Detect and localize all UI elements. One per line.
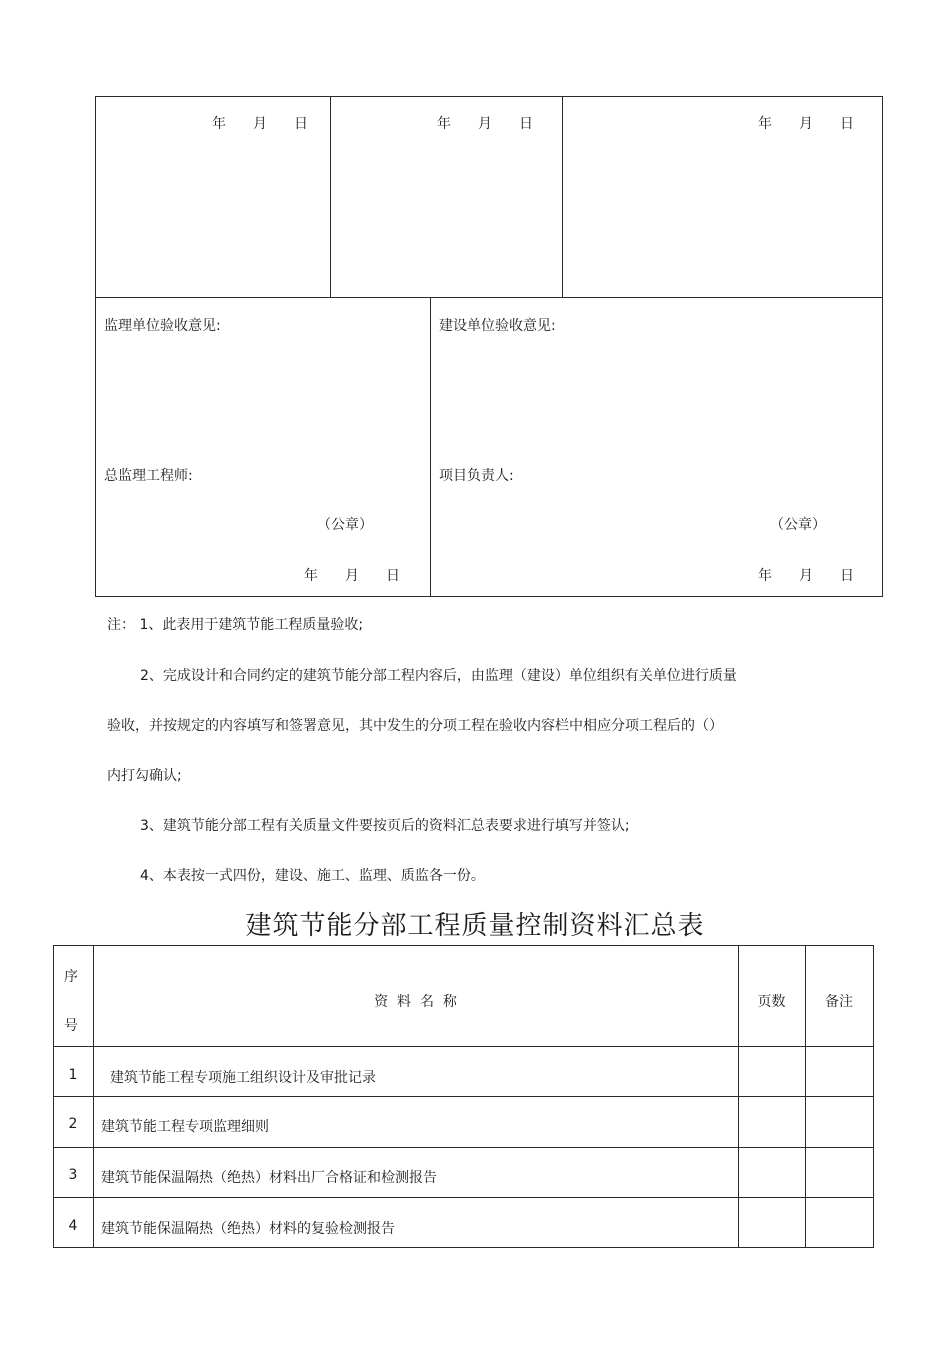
note-1: 注： 1、此表用于建筑节能工程质量验收;	[107, 617, 364, 633]
table-row-line-3	[53, 1147, 874, 1148]
note-2: 2、完成设计和合同约定的建筑节能分部工程内容后，由监理（建设）单位组织有关单位进行质量	[140, 668, 737, 684]
header-pages: 页数	[757, 994, 786, 1010]
header-no-bottom: 号	[64, 1018, 78, 1034]
note-2-cont: 验收，并按规定的内容填写和签署意见，其中发生的分项工程在验收内容栏中相应分项工程后的（）	[107, 718, 723, 734]
owner-opinion-label: 建设单位验收意见:	[439, 318, 556, 334]
form-border-right	[882, 96, 883, 597]
form-border-left	[95, 96, 96, 597]
owner-date: 年 月 日	[758, 568, 854, 584]
table-row-4-name: 建筑节能保温隔热（绝热）材料的复验检测报告	[101, 1221, 395, 1237]
table-row-1-no: 1	[68, 1067, 78, 1083]
table-row-line-1	[53, 1046, 874, 1047]
form-divider-v3	[430, 297, 431, 597]
table-row-1-name: 建筑节能工程专项施工组织设计及审批记录	[110, 1070, 376, 1086]
summary-table-title: 建筑节能分部工程质量控制资料汇总表	[245, 911, 705, 941]
date-line-1: 年 月 日	[212, 116, 308, 132]
form-divider-horizontal	[95, 297, 883, 298]
table-row-2-name: 建筑节能工程专项监理细则	[101, 1119, 269, 1135]
note-4: 4、本表按一式四份，建设、施工、监理、质监各一份。	[140, 868, 485, 884]
form-divider-v2	[562, 96, 563, 297]
project-leader-label: 项目负责人:	[439, 468, 514, 484]
date-line-3: 年 月 日	[758, 116, 854, 132]
supervision-date: 年 月 日	[304, 568, 400, 584]
table-row-3-name: 建筑节能保温隔热（绝热）材料出厂合格证和检测报告	[101, 1170, 437, 1186]
header-no-top: 序	[64, 969, 78, 985]
header-name: 资 料 名 称	[374, 994, 457, 1010]
form-border-top	[95, 96, 883, 97]
table-row-line-2	[53, 1096, 874, 1097]
table-row-3-no: 3	[68, 1167, 78, 1183]
table-row-4-no: 4	[68, 1218, 78, 1234]
note-3: 3、建筑节能分部工程有关质量文件要按页后的资料汇总表要求进行填写并签认;	[140, 818, 630, 834]
table-row-line-4	[53, 1197, 874, 1198]
header-remarks: 备注	[825, 994, 853, 1010]
form-border-bottom	[95, 596, 883, 597]
chief-supervisor-label: 总监理工程师:	[104, 468, 193, 484]
table-border-top	[53, 945, 874, 946]
supervision-opinion-label: 监理单位验收意见:	[104, 318, 221, 334]
owner-seal: （公章）	[770, 517, 826, 533]
table-border-bottom	[53, 1247, 874, 1248]
table-row-2-no: 2	[68, 1116, 78, 1132]
date-line-2: 年 月 日	[437, 116, 533, 132]
form-divider-v1	[330, 96, 331, 297]
table-border-left	[53, 945, 54, 1248]
supervision-seal: （公章）	[317, 517, 373, 533]
note-2-end: 内打勾确认;	[107, 768, 182, 784]
table-border-right	[873, 945, 874, 1248]
